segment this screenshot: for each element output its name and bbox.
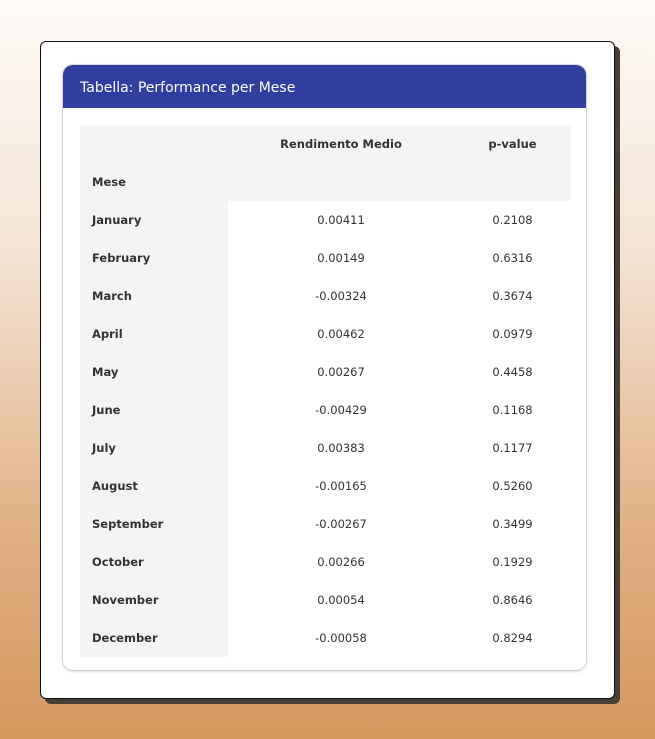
table-row <box>80 581 571 619</box>
table-row <box>80 277 571 315</box>
rendimento-cell: 0.00266 <box>317 555 365 569</box>
rendimento-cell: -0.00429 <box>315 403 367 417</box>
pvalue-cell: 0.3674 <box>492 289 533 303</box>
table-row <box>80 201 571 239</box>
table-row <box>80 467 571 505</box>
month-cell: January <box>80 201 228 239</box>
month-cell: March <box>80 277 228 315</box>
card-title: Tabella: Performance per Mese <box>63 65 586 108</box>
corner-cell <box>80 125 228 163</box>
month-cell: July <box>80 429 228 467</box>
pvalue-cell: 0.6316 <box>492 251 533 265</box>
pvalue-cell: 0.1168 <box>492 403 533 417</box>
pvalue-cell: 0.8646 <box>492 593 533 607</box>
rendimento-cell: -0.00267 <box>315 517 367 531</box>
pvalue-cell: 0.3499 <box>492 517 533 531</box>
rendimento-cell: 0.00383 <box>317 441 365 455</box>
month-cell: December <box>80 619 228 657</box>
window-frame <box>40 41 615 699</box>
index-header-row <box>80 163 571 201</box>
column-header-row <box>80 125 571 163</box>
performance-table <box>80 125 571 657</box>
table-row <box>80 619 571 657</box>
pvalue-cell: 0.8294 <box>492 631 533 645</box>
month-cell: June <box>80 391 228 429</box>
index-header-mese: Mese <box>80 163 228 201</box>
table-row <box>80 239 571 277</box>
table-row <box>80 315 571 353</box>
rendimento-cell: -0.00165 <box>315 479 367 493</box>
month-cell: April <box>80 315 228 353</box>
table-row <box>80 353 571 391</box>
rendimento-cell: 0.00149 <box>317 251 365 265</box>
rendimento-cell: -0.00058 <box>315 631 367 645</box>
month-cell: May <box>80 353 228 391</box>
month-cell: September <box>80 505 228 543</box>
pvalue-cell: 0.5260 <box>492 479 533 493</box>
pvalue-cell: 0.0979 <box>492 327 533 341</box>
table-row <box>80 391 571 429</box>
table-row <box>80 505 571 543</box>
table-card <box>63 65 586 670</box>
pvalue-cell: 0.2108 <box>492 213 533 227</box>
pvalue-cell: 0.4458 <box>492 365 533 379</box>
table-row <box>80 543 571 581</box>
rendimento-cell: 0.00411 <box>317 213 365 227</box>
rendimento-cell: -0.00324 <box>315 289 367 303</box>
column-header-rendimento: Rendimento Medio <box>228 125 454 163</box>
pvalue-cell: 0.1177 <box>492 441 533 455</box>
rendimento-cell: 0.00267 <box>317 365 365 379</box>
rendimento-cell: 0.00462 <box>317 327 365 341</box>
month-cell: October <box>80 543 228 581</box>
pvalue-cell: 0.1929 <box>492 555 533 569</box>
month-cell: August <box>80 467 228 505</box>
month-cell: February <box>80 239 228 277</box>
month-cell: November <box>80 581 228 619</box>
column-header-pvalue: p-value <box>454 125 571 163</box>
table-row <box>80 429 571 467</box>
rendimento-cell: 0.00054 <box>317 593 365 607</box>
